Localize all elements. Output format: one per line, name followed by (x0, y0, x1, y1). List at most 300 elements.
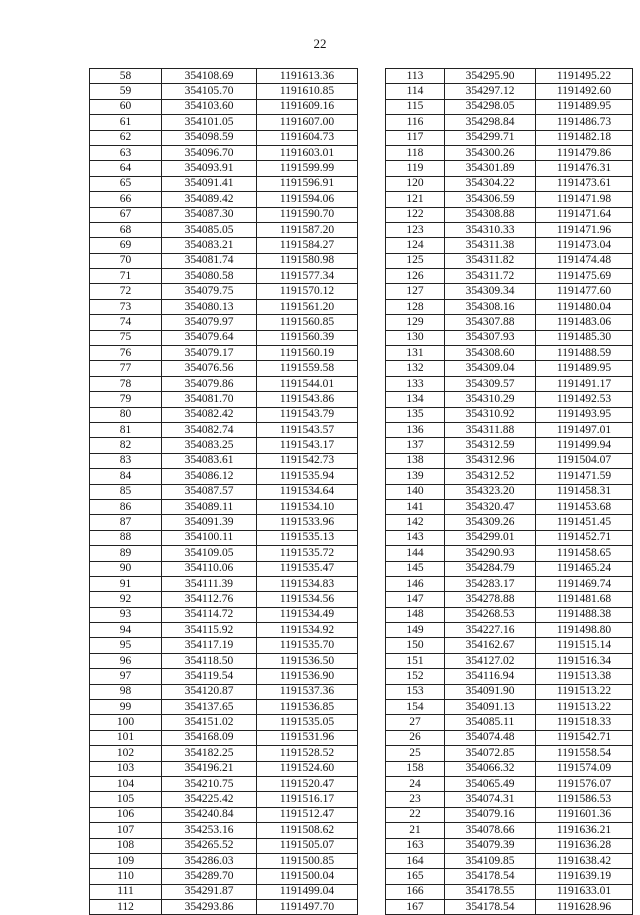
y-coordinate-cell: 1191515.14 (536, 638, 633, 653)
x-coordinate-cell: 354286.03 (162, 853, 257, 868)
y-coordinate-cell: 1191498.80 (536, 623, 633, 638)
table-row (90, 115, 358, 130)
x-coordinate-cell: 354079.64 (162, 330, 257, 345)
table-row (90, 515, 358, 530)
table-row (386, 900, 633, 915)
point-number-cell: 163 (386, 838, 445, 853)
x-coordinate-cell: 354081.70 (162, 392, 257, 407)
point-number-cell: 99 (90, 700, 162, 715)
y-coordinate-cell: 1191558.54 (536, 746, 633, 761)
x-coordinate-cell: 354098.59 (162, 130, 257, 145)
point-number-cell: 113 (386, 69, 445, 84)
y-coordinate-cell: 1191604.73 (257, 130, 358, 145)
point-number-cell: 118 (386, 145, 445, 160)
y-coordinate-cell: 1191508.62 (257, 823, 358, 838)
y-coordinate-cell: 1191536.85 (257, 700, 358, 715)
y-coordinate-cell: 1191628.96 (536, 900, 633, 915)
table-row (90, 376, 358, 391)
y-coordinate-cell: 1191531.96 (257, 730, 358, 745)
y-coordinate-cell: 1191482.18 (536, 130, 633, 145)
x-coordinate-cell: 354304.22 (445, 176, 536, 191)
y-coordinate-cell: 1191534.92 (257, 623, 358, 638)
table-row (386, 407, 633, 422)
y-coordinate-cell: 1191543.79 (257, 407, 358, 422)
y-coordinate-cell: 1191471.98 (536, 192, 633, 207)
table-row (90, 884, 358, 899)
point-number-cell: 63 (90, 145, 162, 160)
point-number-cell: 117 (386, 130, 445, 145)
x-coordinate-cell: 354311.82 (445, 253, 536, 268)
x-coordinate-cell: 354295.90 (445, 69, 536, 84)
y-coordinate-cell: 1191528.52 (257, 746, 358, 761)
point-number-cell: 144 (386, 546, 445, 561)
y-coordinate-cell: 1191516.17 (257, 792, 358, 807)
table-row (386, 869, 633, 884)
y-coordinate-cell: 1191479.86 (536, 145, 633, 160)
y-coordinate-cell: 1191492.53 (536, 392, 633, 407)
x-coordinate-cell: 354065.49 (445, 776, 536, 791)
x-coordinate-cell: 354284.79 (445, 561, 536, 576)
point-number-cell: 122 (386, 207, 445, 222)
table-row (90, 299, 358, 314)
x-coordinate-cell: 354105.70 (162, 84, 257, 99)
y-coordinate-cell: 1191584.27 (257, 238, 358, 253)
point-number-cell: 130 (386, 330, 445, 345)
x-coordinate-cell: 354182.25 (162, 746, 257, 761)
y-coordinate-cell: 1191458.65 (536, 546, 633, 561)
y-coordinate-cell: 1191497.01 (536, 422, 633, 437)
point-number-cell: 166 (386, 884, 445, 899)
y-coordinate-cell: 1191537.36 (257, 684, 358, 699)
x-coordinate-cell: 354225.42 (162, 792, 257, 807)
table-row (90, 176, 358, 191)
point-number-cell: 74 (90, 315, 162, 330)
table-row (90, 653, 358, 668)
point-number-cell: 123 (386, 222, 445, 237)
y-coordinate-cell: 1191603.01 (257, 145, 358, 160)
y-coordinate-cell: 1191586.53 (536, 792, 633, 807)
y-coordinate-cell: 1191500.04 (257, 869, 358, 884)
table-row (90, 145, 358, 160)
x-coordinate-cell: 354268.53 (445, 607, 536, 622)
y-coordinate-cell: 1191561.20 (257, 299, 358, 314)
point-number-cell: 93 (90, 607, 162, 622)
y-coordinate-cell: 1191513.38 (536, 669, 633, 684)
table-row (90, 576, 358, 591)
x-coordinate-cell: 354178.54 (445, 900, 536, 915)
y-coordinate-cell: 1191587.20 (257, 222, 358, 237)
point-number-cell: 112 (90, 900, 162, 915)
x-coordinate-cell: 354278.88 (445, 592, 536, 607)
point-number-cell: 124 (386, 238, 445, 253)
y-coordinate-cell: 1191560.85 (257, 315, 358, 330)
y-coordinate-cell: 1191513.22 (536, 684, 633, 699)
x-coordinate-cell: 354114.72 (162, 607, 257, 622)
point-number-cell: 116 (386, 115, 445, 130)
y-coordinate-cell: 1191535.94 (257, 469, 358, 484)
x-coordinate-cell: 354087.30 (162, 207, 257, 222)
table-row (90, 561, 358, 576)
y-coordinate-cell: 1191518.33 (536, 715, 633, 730)
point-number-cell: 153 (386, 684, 445, 699)
table-row (386, 700, 633, 715)
table-row (386, 207, 633, 222)
x-coordinate-cell: 354196.21 (162, 761, 257, 776)
table-row (386, 792, 633, 807)
point-number-cell: 68 (90, 222, 162, 237)
x-coordinate-cell: 354082.74 (162, 422, 257, 437)
y-coordinate-cell: 1191633.01 (536, 884, 633, 899)
x-coordinate-cell: 354074.31 (445, 792, 536, 807)
x-coordinate-cell: 354101.05 (162, 115, 257, 130)
x-coordinate-cell: 354079.39 (445, 838, 536, 853)
point-number-cell: 147 (386, 592, 445, 607)
point-number-cell: 95 (90, 638, 162, 653)
point-number-cell: 164 (386, 853, 445, 868)
y-coordinate-cell: 1191488.38 (536, 607, 633, 622)
x-coordinate-cell: 354311.88 (445, 422, 536, 437)
point-number-cell: 167 (386, 900, 445, 915)
x-coordinate-cell: 354307.88 (445, 315, 536, 330)
point-number-cell: 139 (386, 469, 445, 484)
y-coordinate-cell: 1191535.72 (257, 546, 358, 561)
point-number-cell: 106 (90, 807, 162, 822)
y-coordinate-cell: 1191543.57 (257, 422, 358, 437)
y-coordinate-cell: 1191499.94 (536, 438, 633, 453)
point-number-cell: 149 (386, 623, 445, 638)
table-row (386, 653, 633, 668)
x-coordinate-cell: 354083.21 (162, 238, 257, 253)
point-number-cell: 70 (90, 253, 162, 268)
y-coordinate-cell: 1191491.17 (536, 376, 633, 391)
y-coordinate-cell: 1191476.31 (536, 161, 633, 176)
x-coordinate-cell: 354210.75 (162, 776, 257, 791)
y-coordinate-cell: 1191577.34 (257, 269, 358, 284)
y-coordinate-cell: 1191452.71 (536, 530, 633, 545)
x-coordinate-cell: 354079.97 (162, 315, 257, 330)
y-coordinate-cell: 1191534.10 (257, 499, 358, 514)
x-coordinate-cell: 354308.60 (445, 346, 536, 361)
x-coordinate-cell: 354312.96 (445, 453, 536, 468)
table-row (386, 376, 633, 391)
point-number-cell: 64 (90, 161, 162, 176)
y-coordinate-cell: 1191483.06 (536, 315, 633, 330)
point-number-cell: 87 (90, 515, 162, 530)
point-number-cell: 104 (90, 776, 162, 791)
y-coordinate-cell: 1191465.24 (536, 561, 633, 576)
x-coordinate-cell: 354300.26 (445, 145, 536, 160)
x-coordinate-cell: 354074.48 (445, 730, 536, 745)
table-row (90, 69, 358, 84)
x-coordinate-cell: 354323.20 (445, 484, 536, 499)
x-coordinate-cell: 354103.60 (162, 99, 257, 114)
x-coordinate-cell: 354306.59 (445, 192, 536, 207)
point-number-cell: 158 (386, 761, 445, 776)
y-coordinate-cell: 1191570.12 (257, 284, 358, 299)
table-row (90, 161, 358, 176)
y-coordinate-cell: 1191495.22 (536, 69, 633, 84)
point-number-cell: 25 (386, 746, 445, 761)
y-coordinate-cell: 1191513.22 (536, 700, 633, 715)
point-number-cell: 145 (386, 561, 445, 576)
y-coordinate-cell: 1191486.73 (536, 115, 633, 130)
point-number-cell: 71 (90, 269, 162, 284)
table-row (386, 715, 633, 730)
point-number-cell: 103 (90, 761, 162, 776)
y-coordinate-cell: 1191534.83 (257, 576, 358, 591)
table-row (90, 669, 358, 684)
point-number-cell: 73 (90, 299, 162, 314)
x-coordinate-cell: 354096.70 (162, 145, 257, 160)
x-coordinate-cell: 354137.65 (162, 700, 257, 715)
y-coordinate-cell: 1191601.36 (536, 807, 633, 822)
x-coordinate-cell: 354310.29 (445, 392, 536, 407)
point-number-cell: 134 (386, 392, 445, 407)
table-row (90, 900, 358, 915)
y-coordinate-cell: 1191458.31 (536, 484, 633, 499)
y-coordinate-cell: 1191594.06 (257, 192, 358, 207)
page-number: 22 (313, 36, 327, 51)
point-number-cell: 78 (90, 376, 162, 391)
y-coordinate-cell: 1191636.21 (536, 823, 633, 838)
point-number-cell: 100 (90, 715, 162, 730)
table-row (386, 269, 633, 284)
y-coordinate-cell: 1191636.28 (536, 838, 633, 853)
x-coordinate-cell: 354079.86 (162, 376, 257, 391)
table-row (90, 269, 358, 284)
x-coordinate-cell: 354307.93 (445, 330, 536, 345)
table-row (386, 499, 633, 514)
point-number-cell: 101 (90, 730, 162, 745)
table-row (90, 84, 358, 99)
table-row (386, 284, 633, 299)
table-row (90, 623, 358, 638)
point-number-cell: 97 (90, 669, 162, 684)
table-row (90, 869, 358, 884)
point-number-cell: 67 (90, 207, 162, 222)
y-coordinate-cell: 1191516.34 (536, 653, 633, 668)
y-coordinate-cell: 1191609.16 (257, 99, 358, 114)
table-row (386, 176, 633, 191)
table-row (386, 761, 633, 776)
y-coordinate-cell: 1191477.60 (536, 284, 633, 299)
table-row (90, 207, 358, 222)
point-number-cell: 131 (386, 346, 445, 361)
table-row (386, 299, 633, 314)
point-number-cell: 77 (90, 361, 162, 376)
x-coordinate-cell: 354117.19 (162, 638, 257, 653)
x-coordinate-cell: 354253.16 (162, 823, 257, 838)
y-coordinate-cell: 1191534.56 (257, 592, 358, 607)
point-number-cell: 108 (90, 838, 162, 853)
point-number-cell: 126 (386, 269, 445, 284)
point-number-cell: 21 (386, 823, 445, 838)
point-number-cell: 65 (90, 176, 162, 191)
x-coordinate-cell: 354289.70 (162, 869, 257, 884)
table-row (386, 238, 633, 253)
x-coordinate-cell: 354162.67 (445, 638, 536, 653)
table-row (386, 530, 633, 545)
x-coordinate-cell: 354085.11 (445, 715, 536, 730)
point-number-cell: 23 (386, 792, 445, 807)
table-row (386, 669, 633, 684)
x-coordinate-cell: 354309.57 (445, 376, 536, 391)
point-number-cell: 119 (386, 161, 445, 176)
x-coordinate-cell: 354083.25 (162, 438, 257, 453)
x-coordinate-cell: 354312.59 (445, 438, 536, 453)
point-number-cell: 151 (386, 653, 445, 668)
table-row (90, 746, 358, 761)
table-row (90, 192, 358, 207)
x-coordinate-cell: 354299.71 (445, 130, 536, 145)
table-row (386, 130, 633, 145)
table-row (386, 592, 633, 607)
point-number-cell: 109 (90, 853, 162, 868)
y-coordinate-cell: 1191499.04 (257, 884, 358, 899)
point-number-cell: 111 (90, 884, 162, 899)
y-coordinate-cell: 1191560.19 (257, 346, 358, 361)
table-row (386, 730, 633, 745)
point-number-cell: 89 (90, 546, 162, 561)
y-coordinate-cell: 1191535.05 (257, 715, 358, 730)
point-number-cell: 141 (386, 499, 445, 514)
y-coordinate-cell: 1191520.47 (257, 776, 358, 791)
table-row (386, 330, 633, 345)
table-row (386, 422, 633, 437)
point-number-cell: 148 (386, 607, 445, 622)
x-coordinate-cell: 354312.52 (445, 469, 536, 484)
table-row (386, 115, 633, 130)
table-row (386, 438, 633, 453)
x-coordinate-cell: 354127.02 (445, 653, 536, 668)
table-row (386, 576, 633, 591)
point-number-cell: 69 (90, 238, 162, 253)
coordinates-table-right (385, 68, 633, 915)
x-coordinate-cell: 354311.38 (445, 238, 536, 253)
x-coordinate-cell: 354118.50 (162, 653, 257, 668)
y-coordinate-cell: 1191488.59 (536, 346, 633, 361)
x-coordinate-cell: 354298.84 (445, 115, 536, 130)
table-row (90, 823, 358, 838)
table-row (90, 700, 358, 715)
y-coordinate-cell: 1191590.70 (257, 207, 358, 222)
point-number-cell: 152 (386, 669, 445, 684)
table-row (386, 746, 633, 761)
table-row (386, 561, 633, 576)
table-row (90, 715, 358, 730)
point-number-cell: 127 (386, 284, 445, 299)
point-number-cell: 135 (386, 407, 445, 422)
y-coordinate-cell: 1191613.36 (257, 69, 358, 84)
x-coordinate-cell: 354297.12 (445, 84, 536, 99)
table-row (386, 145, 633, 160)
y-coordinate-cell: 1191534.49 (257, 607, 358, 622)
y-coordinate-cell: 1191535.13 (257, 530, 358, 545)
x-coordinate-cell: 354081.74 (162, 253, 257, 268)
x-coordinate-cell: 354089.11 (162, 499, 257, 514)
table-row (90, 238, 358, 253)
table-row (90, 730, 358, 745)
y-coordinate-cell: 1191544.01 (257, 376, 358, 391)
y-coordinate-cell: 1191512.47 (257, 807, 358, 822)
y-coordinate-cell: 1191493.95 (536, 407, 633, 422)
x-coordinate-cell: 354308.16 (445, 299, 536, 314)
table-row (90, 315, 358, 330)
point-number-cell: 154 (386, 700, 445, 715)
x-coordinate-cell: 354091.41 (162, 176, 257, 191)
y-coordinate-cell: 1191505.07 (257, 838, 358, 853)
x-coordinate-cell: 354109.05 (162, 546, 257, 561)
point-number-cell: 120 (386, 176, 445, 191)
table-row (90, 130, 358, 145)
x-coordinate-cell: 354079.16 (445, 807, 536, 822)
x-coordinate-cell: 354079.75 (162, 284, 257, 299)
x-coordinate-cell: 354080.58 (162, 269, 257, 284)
x-coordinate-cell: 354178.54 (445, 869, 536, 884)
y-coordinate-cell: 1191610.85 (257, 84, 358, 99)
x-coordinate-cell: 354109.85 (445, 853, 536, 868)
table-row (90, 484, 358, 499)
table-row (90, 438, 358, 453)
table-row (90, 422, 358, 437)
point-number-cell: 107 (90, 823, 162, 838)
x-coordinate-cell: 354227.16 (445, 623, 536, 638)
y-coordinate-cell: 1191481.68 (536, 592, 633, 607)
table-row (90, 499, 358, 514)
point-number-cell: 110 (90, 869, 162, 884)
point-number-cell: 102 (90, 746, 162, 761)
point-number-cell: 121 (386, 192, 445, 207)
x-coordinate-cell: 354115.92 (162, 623, 257, 638)
point-number-cell: 59 (90, 84, 162, 99)
table-row (386, 161, 633, 176)
table-row (90, 807, 358, 822)
x-coordinate-cell: 354085.05 (162, 222, 257, 237)
point-number-cell: 96 (90, 653, 162, 668)
table-row (386, 253, 633, 268)
x-coordinate-cell: 354298.05 (445, 99, 536, 114)
point-number-cell: 62 (90, 130, 162, 145)
x-coordinate-cell: 354078.66 (445, 823, 536, 838)
point-number-cell: 83 (90, 453, 162, 468)
y-coordinate-cell: 1191451.45 (536, 515, 633, 530)
x-coordinate-cell: 354066.32 (445, 761, 536, 776)
y-coordinate-cell: 1191596.91 (257, 176, 358, 191)
y-coordinate-cell: 1191492.60 (536, 84, 633, 99)
y-coordinate-cell: 1191475.69 (536, 269, 633, 284)
point-number-cell: 58 (90, 69, 162, 84)
y-coordinate-cell: 1191535.70 (257, 638, 358, 653)
table-row (386, 346, 633, 361)
x-coordinate-cell: 354072.85 (445, 746, 536, 761)
y-coordinate-cell: 1191489.95 (536, 99, 633, 114)
table-row (90, 99, 358, 114)
x-coordinate-cell: 354320.47 (445, 499, 536, 514)
y-coordinate-cell: 1191639.19 (536, 869, 633, 884)
point-number-cell: 140 (386, 484, 445, 499)
table-row (90, 546, 358, 561)
table-row (386, 192, 633, 207)
y-coordinate-cell: 1191485.30 (536, 330, 633, 345)
x-coordinate-cell: 354112.76 (162, 592, 257, 607)
y-coordinate-cell: 1191638.42 (536, 853, 633, 868)
table-row (90, 361, 358, 376)
point-number-cell: 129 (386, 315, 445, 330)
x-coordinate-cell: 354089.42 (162, 192, 257, 207)
table-row (386, 823, 633, 838)
y-coordinate-cell: 1191533.96 (257, 515, 358, 530)
y-coordinate-cell: 1191534.64 (257, 484, 358, 499)
